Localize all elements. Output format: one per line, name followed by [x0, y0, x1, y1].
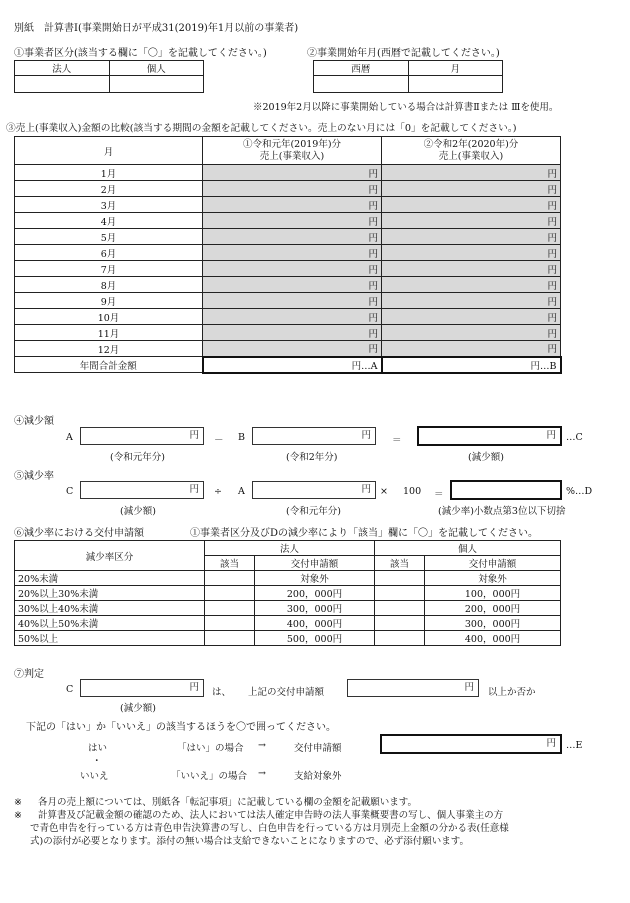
sales-2019-cell[interactable]: 円: [203, 181, 382, 197]
month-label: 12月: [15, 341, 203, 357]
grant-row: [15, 601, 561, 616]
sales-2020-cell[interactable]: 円: [382, 165, 561, 181]
col-month-header: 月: [15, 137, 203, 165]
cap5-2019: (令和元年分): [286, 506, 341, 517]
corp-applicable-cell[interactable]: [205, 616, 255, 631]
month-row: [15, 277, 561, 293]
corp-amount: 500，000円: [255, 631, 375, 646]
month-label: 7月: [15, 261, 203, 277]
grant-table: [14, 540, 561, 646]
no-case: 「いいえ」の場合: [171, 771, 248, 782]
rate-range: 30%以上40%未満: [15, 601, 205, 616]
cap7-decrease: (減少額): [120, 703, 156, 714]
note1-text: 各月の売上額については、別紙各「転記事項」に記載している欄の金額を記載願います。: [38, 797, 418, 808]
indiv-mark-cell[interactable]: [109, 76, 204, 93]
indiv-applicable-cell[interactable]: [375, 586, 425, 601]
month-row: [15, 245, 561, 261]
yes-option[interactable]: はい: [88, 743, 108, 754]
note2-line1: 計算書及び記載金額の確認のため、法人においては法人確定申告時の法人事業概要書の写し、個人事業主の方: [38, 810, 504, 821]
grant-row: [15, 616, 561, 631]
corp-applicable-cell[interactable]: [205, 631, 255, 646]
sec4-b-letter: B: [238, 432, 245, 443]
sales-table: [14, 136, 562, 374]
cap-decrease: (減少額): [468, 452, 504, 463]
corp-mark-cell[interactable]: [15, 76, 110, 93]
rate-range: 20%以上30%未満: [15, 586, 205, 601]
sales-2020-cell[interactable]: 円: [382, 229, 561, 245]
yes-result: 交付申請額: [294, 743, 342, 754]
month-row: [15, 213, 561, 229]
suffix-d: %…D: [566, 486, 593, 497]
month-label: 6月: [15, 245, 203, 261]
total-a-cell[interactable]: 円…A: [203, 357, 382, 373]
yes-case: 「はい」の場合: [177, 743, 244, 754]
sec7-c-input[interactable]: 円: [80, 679, 204, 697]
times-sign: ×: [380, 486, 388, 497]
sales-2020-cell[interactable]: 円: [382, 325, 561, 341]
sub-corp-amount: 交付申請額: [255, 556, 375, 571]
section4-label: ④減少額: [14, 416, 54, 427]
tail-text: 以上か否か: [488, 687, 536, 698]
sales-2019-cell[interactable]: 円: [203, 165, 382, 181]
month-row: [15, 261, 561, 277]
sales-2020-cell[interactable]: 円: [382, 293, 561, 309]
month-row: [15, 309, 561, 325]
sales-2019-cell[interactable]: 円: [203, 325, 382, 341]
sec7-e-output[interactable]: 円: [380, 734, 562, 754]
corp-amount: 400，000円: [255, 616, 375, 631]
sec5-d-output[interactable]: [450, 480, 562, 500]
note2-line2: で青色申告を行っている方は青色申告決算書の写し、白色申告を行っている方は月別売上金額の分かる表(任意様: [30, 823, 509, 834]
sales-2020-cell[interactable]: 円: [382, 309, 561, 325]
sales-2020-cell[interactable]: 円: [382, 197, 561, 213]
sec5-a-letter: A: [238, 486, 245, 497]
month-row: [15, 293, 561, 309]
sales-2020-cell[interactable]: 円: [382, 213, 561, 229]
sales-2019-cell[interactable]: 円: [203, 245, 382, 261]
sales-2019-cell[interactable]: 円: [203, 213, 382, 229]
sales-2020-cell[interactable]: 円: [382, 341, 561, 357]
note1-mark: ※: [14, 797, 22, 808]
month-row: [15, 325, 561, 341]
indiv-amount: 対象外: [425, 571, 561, 586]
indiv-applicable-cell[interactable]: [375, 631, 425, 646]
no-option[interactable]: いいえ: [80, 771, 109, 782]
indiv-amount: 200，000円: [425, 601, 561, 616]
section6-instruction: ①事業者区分及びDの減少率により「該当」欄に「〇」を記載してください。: [190, 528, 539, 539]
sub-indiv-amount: 交付申請額: [425, 556, 561, 571]
col-category: 減少率区分: [15, 541, 205, 571]
col-corp-group: 法人: [205, 541, 375, 556]
note2-mark: ※: [14, 810, 22, 821]
section7-instruction: 下記の「はい」か「いいえ」の該当するほうを〇で囲ってください。: [26, 722, 336, 733]
col-2020-header: ②令和2年(2020年)分 売上(事業収入): [382, 137, 561, 165]
col-indiv-group: 個人: [375, 541, 561, 556]
cap5-rate: (減少率)小数点第3位以下切捨: [438, 506, 566, 517]
sales-2019-cell[interactable]: 円: [203, 229, 382, 245]
section5-label: ⑤減少率: [14, 471, 54, 482]
indiv-amount: 400，000円: [425, 631, 561, 646]
indiv-applicable-cell[interactable]: [375, 601, 425, 616]
cap-2020: (令和2年分): [286, 452, 338, 463]
sec7-c-letter: C: [66, 684, 74, 695]
col-corp: 法人: [15, 61, 110, 76]
sec5-c-letter: C: [66, 486, 74, 497]
col-year: 西暦: [314, 61, 409, 76]
arrow-no: →: [258, 768, 266, 779]
suffix-c: …C: [566, 432, 583, 443]
corp-amount: 200，000円: [255, 586, 375, 601]
minus-sign: －: [214, 435, 224, 446]
sec5-a-input[interactable]: 円: [252, 481, 376, 499]
sales-2019-cell[interactable]: 円: [203, 277, 382, 293]
total-b-cell[interactable]: 円…B: [382, 357, 561, 373]
rate-range: 40%以上50%未満: [15, 616, 205, 631]
sub-indiv-applicable: 該当: [375, 556, 425, 571]
section2-label: ②事業開始年月(西暦で記載してください。): [307, 48, 500, 59]
month-label: 11月: [15, 325, 203, 341]
cap5-decrease: (減少額): [120, 506, 156, 517]
month-label: 3月: [15, 197, 203, 213]
corp-applicable-cell[interactable]: [205, 601, 255, 616]
sales-2020-cell[interactable]: 円: [382, 261, 561, 277]
equals-sign: ＝: [392, 435, 402, 446]
corp-amount: 対象外: [255, 571, 375, 586]
section3-label: ③売上(事業収入)金額の比較(該当する期間の金額を記載してください。売上のない月には「0」を記載してください。): [6, 123, 517, 134]
sales-2019-cell[interactable]: 円: [203, 261, 382, 277]
section1-label: ①事業者区分(該当する欄に「〇」を記載してください。): [14, 48, 267, 59]
year-cell[interactable]: [314, 76, 409, 93]
month-label: 4月: [15, 213, 203, 229]
equals-sign-2: ＝: [434, 489, 444, 500]
sales-2020-cell[interactable]: 円: [382, 181, 561, 197]
dot-separator: ・: [92, 756, 102, 767]
indiv-applicable-cell[interactable]: [375, 571, 425, 586]
month-row: [15, 229, 561, 245]
indiv-applicable-cell[interactable]: [375, 616, 425, 631]
month-label: 2月: [15, 181, 203, 197]
sales-2019-cell[interactable]: 円: [203, 293, 382, 309]
suffix-e: …E: [566, 740, 583, 751]
sec4-a-input[interactable]: 円: [80, 427, 204, 445]
col-indiv: 個人: [109, 61, 204, 76]
grant-row: [15, 631, 561, 646]
total-label: 年間合計金額: [15, 357, 203, 373]
col-2019-header: ①令和元年(2019年)分 売上(事業収入): [203, 137, 382, 165]
business-type-table: [14, 60, 204, 93]
sec4-b-input[interactable]: 円: [252, 427, 376, 445]
corp-amount: 300，000円: [255, 601, 375, 616]
sales-2019-cell[interactable]: 円: [203, 341, 382, 357]
middle-text: 上記の交付申請額: [248, 687, 325, 698]
cap-2019: (令和元年分): [110, 452, 165, 463]
note2-line3: 式)の添付が必要となります。添付の無い場合は支給できないことになりますので、必ず添付願います。: [30, 836, 469, 847]
month-row: [15, 197, 561, 213]
section7-label: ⑦判定: [14, 669, 44, 680]
rate-range: 20%未満: [15, 571, 205, 586]
sec5-c-input[interactable]: 円: [80, 481, 204, 499]
corp-applicable-cell[interactable]: [205, 586, 255, 601]
sales-2020-cell[interactable]: 円: [382, 277, 561, 293]
start-date-table: [313, 60, 503, 93]
month-label: 10月: [15, 309, 203, 325]
hundred: 100: [403, 486, 422, 497]
month-label: 5月: [15, 229, 203, 245]
sec4-a-letter: A: [66, 432, 73, 443]
month-row: [15, 181, 561, 197]
sales-2019-cell[interactable]: 円: [203, 309, 382, 325]
month-row: [15, 341, 561, 357]
section2-note: ※2019年2月以降に事業開始している場合は計算書Ⅱまたは Ⅲを使用。: [253, 102, 559, 113]
corp-applicable-cell[interactable]: [205, 571, 255, 586]
month-label: 9月: [15, 293, 203, 309]
sales-2019-cell[interactable]: 円: [203, 197, 382, 213]
page-title: 別紙 計算書Ⅰ(事業開始日が平成31(2019)年1月以前の事業者): [14, 23, 299, 34]
no-result: 支給対象外: [294, 771, 342, 782]
month-label: 8月: [15, 277, 203, 293]
grant-row: [15, 571, 561, 586]
wa-text: は、: [212, 687, 232, 698]
month-label: 1月: [15, 165, 203, 181]
sub-corp-applicable: 該当: [205, 556, 255, 571]
sec7-amount-input[interactable]: 円: [347, 679, 479, 697]
month-row: [15, 165, 561, 181]
col-month: 月: [408, 61, 503, 76]
rate-range: 50%以上: [15, 631, 205, 646]
sales-2020-cell[interactable]: 円: [382, 245, 561, 261]
divide-sign: ÷: [214, 486, 222, 497]
month-cell[interactable]: [408, 76, 503, 93]
sec4-c-output[interactable]: 円: [417, 426, 562, 446]
indiv-amount: 100，000円: [425, 586, 561, 601]
section6-label: ⑥減少率における交付申請額: [14, 528, 144, 539]
grant-row: [15, 586, 561, 601]
indiv-amount: 300，000円: [425, 616, 561, 631]
arrow-yes: →: [258, 740, 266, 751]
